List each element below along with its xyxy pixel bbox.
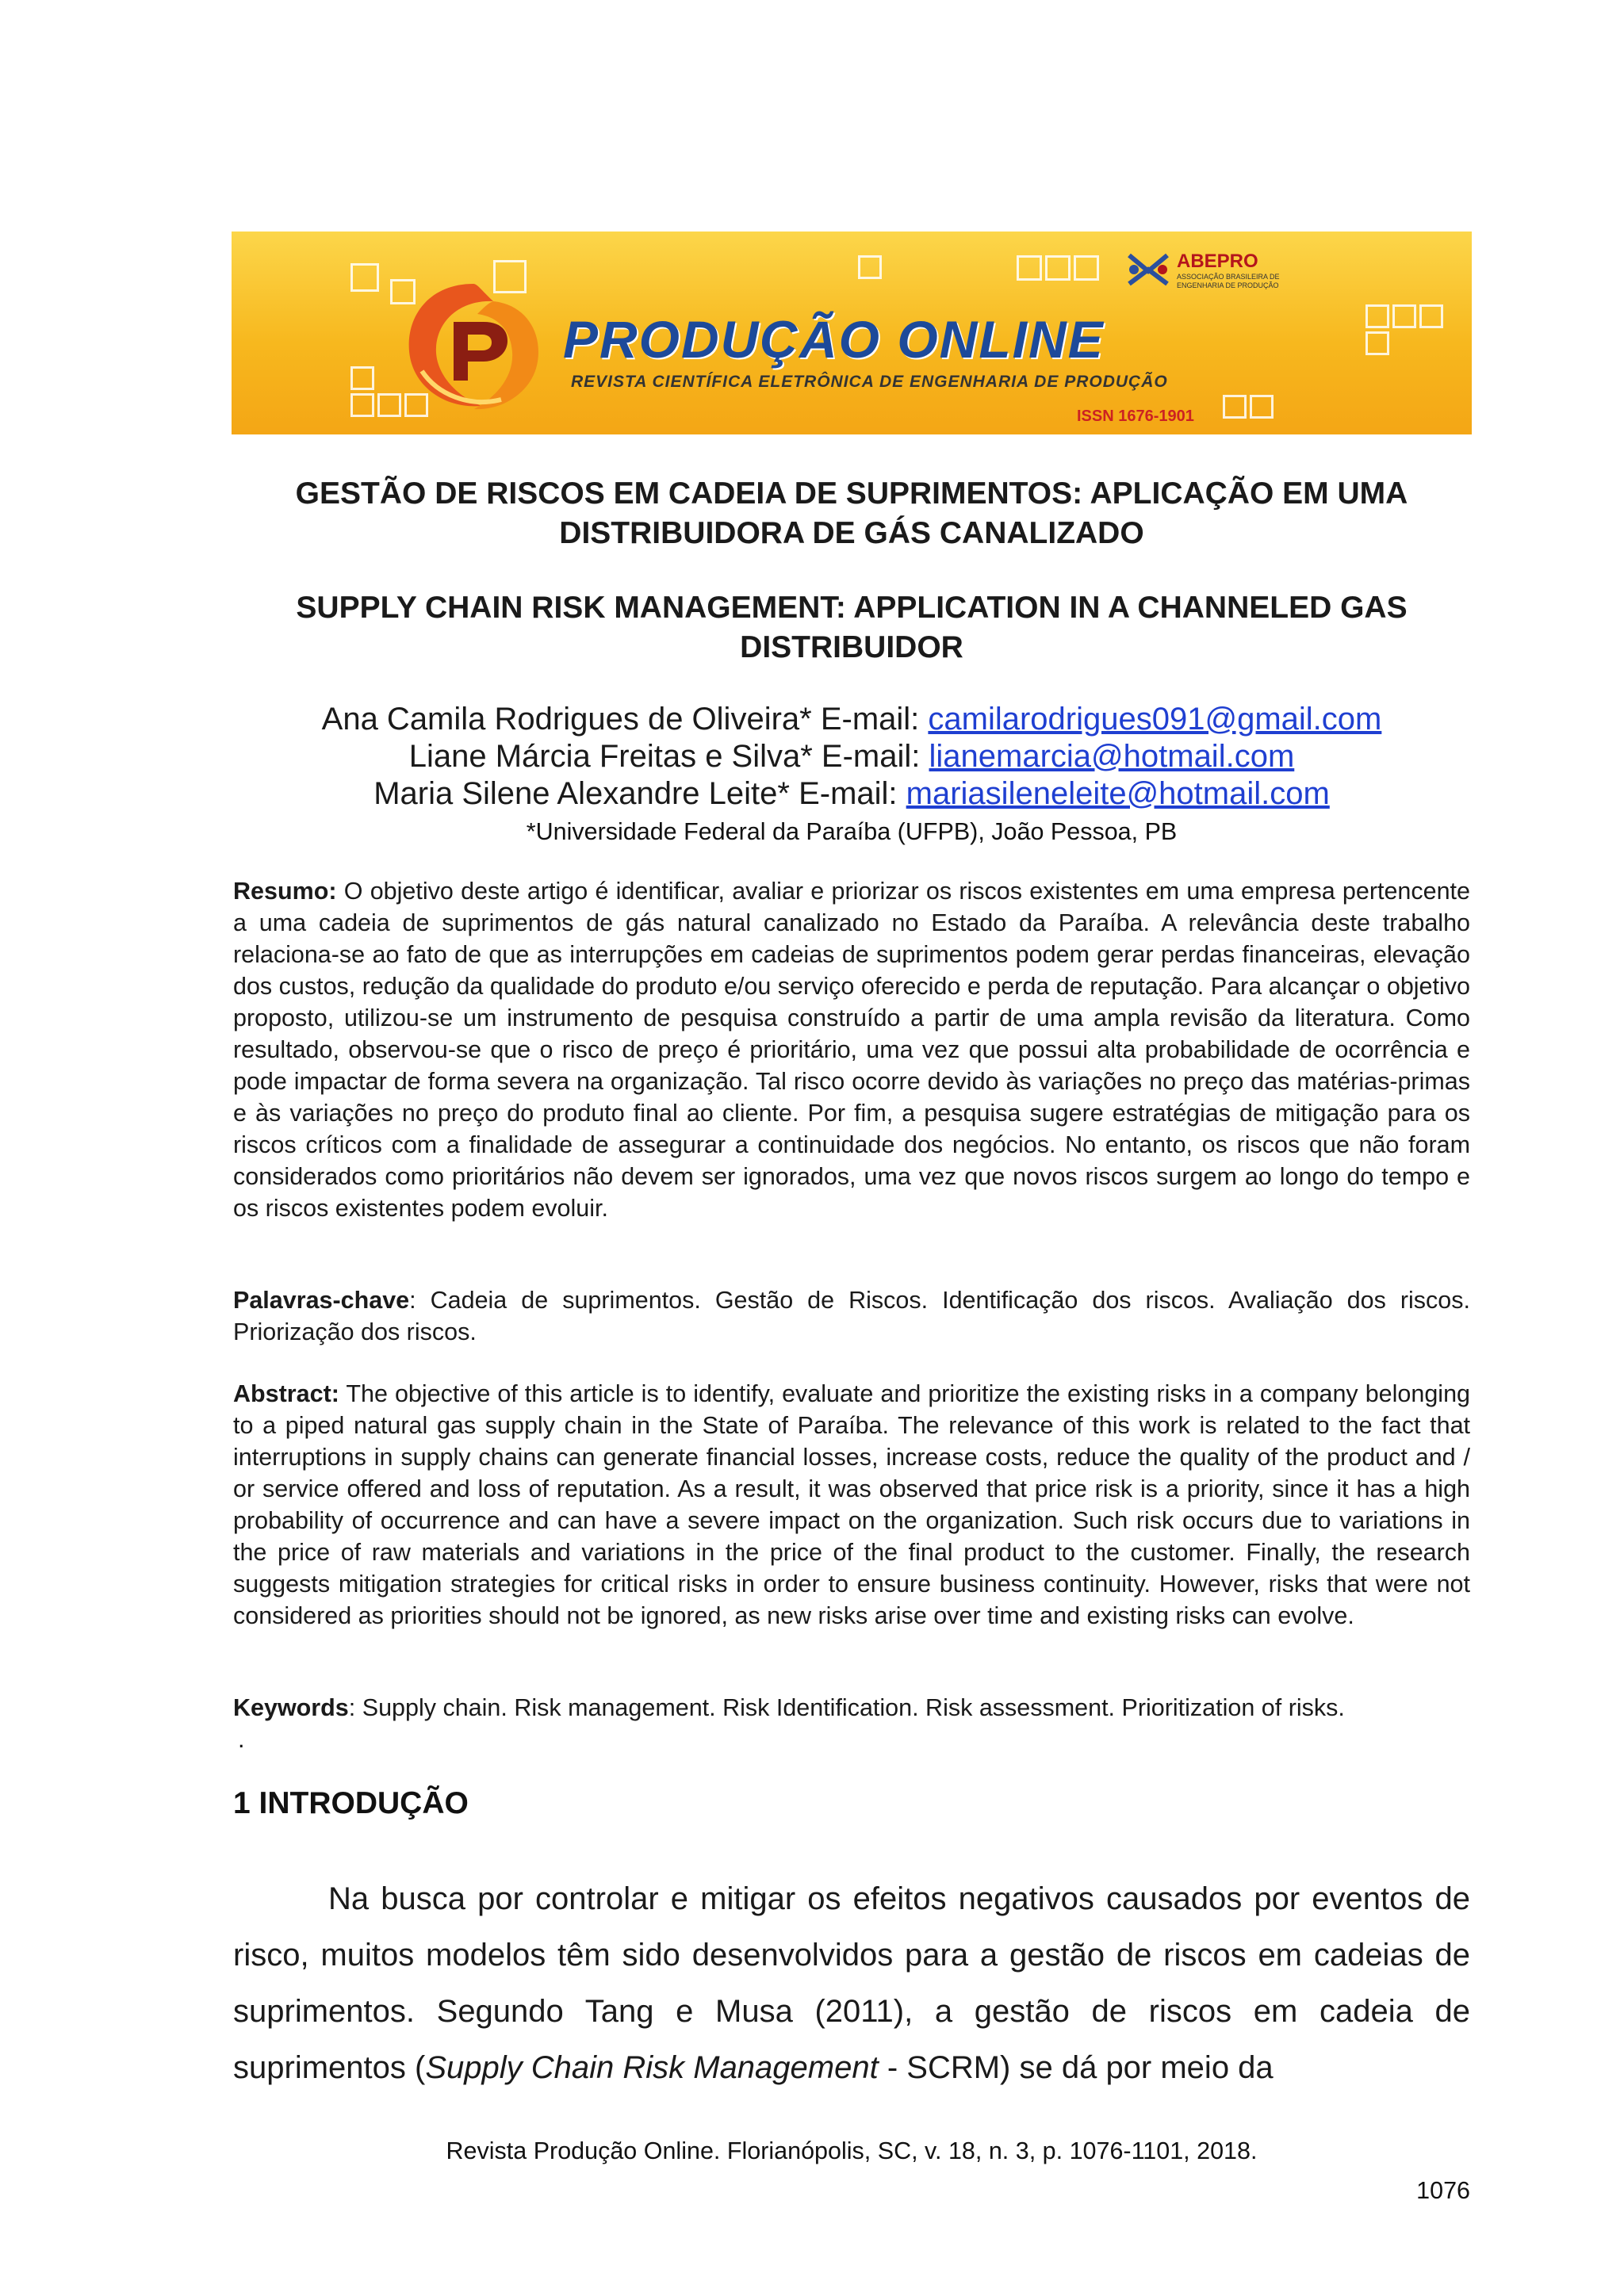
author-1-name: Ana Camila Rodrigues de Oliveira* E-mail: <box>321 702 929 737</box>
banner-decor-square <box>350 393 374 417</box>
abstract-label: Abstract: <box>233 1380 339 1407</box>
title-en-line-2: DISTRIBUIDOR <box>740 630 963 664</box>
title-en-line-1: SUPPLY CHAIN RISK MANAGEMENT: APPLICATION IN A CHANNELED GAS <box>296 591 1408 625</box>
banner-issn: ISSN 1676-1901 <box>1077 408 1194 425</box>
banner-decor-square <box>1250 395 1274 419</box>
title-portuguese <box>232 474 1472 553</box>
resumo-text: O objetivo deste artigo é identificar, avaliar e priorizar os riscos existentes em uma empresa pertencente a uma cadeia de suprimentos de gás natural canalizado no Estado da Paraíba. A relevância deste trabalho relaciona-se ao fato de que as interrupções em cadeias de suprimentos podem gerar perdas financeiras, elevação dos custos, redução da qualidade do produto e/ou serviço oferecido e perda de reputação. Para alcançar o objetivo proposto, utilizou-se um instrumento de pesquisa construído a partir de uma ampla revisão da literatura. Como resultado, observou-se que o risco de preço é prioritário, uma vez que possui alta probabilidade de ocorrência e pode impactar de forma severa na organização. Tal risco ocorre devido às variações no preço das matérias-primas e às variações no preço do produto final ao cliente. Por fim, a pesquisa sugere estratégias de mitigação para os riscos críticos com a finalidade de assegurar a continuidade dos negócios. No entanto, os riscos que não foram considerados como prioritários não devem ser ignorados, uma vez que novos riscos surgem ao longo do tempo e os riscos existentes podem evoluir. <box>233 878 1470 1222</box>
abepro-name: ABEPRO <box>1177 251 1258 272</box>
author-1 <box>232 701 1472 738</box>
banner-decor-square <box>1045 255 1071 281</box>
section-heading: 1 INTRODUÇÃO <box>233 1786 469 1820</box>
author-2 <box>232 738 1472 775</box>
intro-italic: Supply Chain Risk Management <box>425 2050 879 2085</box>
footer-citation: Revista Produção Online. Florianópolis, SC, v. 18, n. 3, p. 1076-1101, 2018. <box>446 2137 1258 2164</box>
keywords-text: : Supply chain. Risk management. Risk Identification. Risk assessment. Prioritization of risks. <box>348 1694 1345 1721</box>
author-2-name: Liane Márcia Freitas e Silva* E-mail: <box>408 739 929 774</box>
banner-decor-square <box>350 263 379 292</box>
author-3-name: Maria Silene Alexandre Leite* E-mail: <box>373 776 906 811</box>
banner-decor-square <box>1223 395 1247 419</box>
journal-banner <box>232 232 1472 434</box>
title-english <box>232 588 1472 668</box>
author-3 <box>232 775 1472 813</box>
abstract-paragraph <box>233 1378 1470 1632</box>
palavras-chave-paragraph <box>233 1284 1470 1348</box>
banner-title: PRODUÇÃO ONLINE <box>563 310 1105 369</box>
banner-decor-square <box>1365 331 1389 355</box>
resumo-paragraph <box>233 875 1470 1224</box>
palavras-chave-text: : Cadeia de suprimentos. Gestão de Riscos. Identificação dos riscos. Avaliação dos riscos. Priorização dos riscos. <box>233 1287 1470 1345</box>
banner-decor-square <box>1365 304 1389 328</box>
page-number: 1076 <box>1416 2177 1470 2204</box>
title-pt-line-2: DISTRIBUIDORA DE GÁS CANALIZADO <box>559 516 1144 550</box>
intro-paragraph <box>233 1871 1470 2096</box>
title-pt-line-1: GESTÃO DE RISCOS EM CADEIA DE SUPRIMENTOS: APLICAÇÃO EM UMA <box>295 476 1408 511</box>
author-3-email-link[interactable]: mariasileneleite@hotmail.com <box>906 776 1330 811</box>
keywords-label: Keywords <box>233 1694 349 1721</box>
banner-decor-square <box>350 366 374 390</box>
abstract-text: The objective of this article is to identify, evaluate and prioritize the existing risks in a company belonging to a piped natural gas supply chain in the State of Paraíba. The relevance of this work is related to the fact that interruptions in supply chains can generate financial losses, increase costs, reduce the quality of the product and / or service offered and loss of reputation. As a result, it was observed that price risk is a priority, since it has a high probability of occurrence and can have a severe impact on the organization. Such risk occurs due to variations in the price of raw materials and variations in the price of the final product to the customer. Finally, the research suggests mitigation strategies for critical risks in order to ensure business continuity. However, risks that were not considered as priorities should not be ignored, as new risks arise over time and existing risks can evolve. <box>233 1380 1470 1629</box>
abepro-subtitle: ASSOCIAÇÃO BRASILEIRA DE ENGENHARIA DE PRODUÇÃO <box>1177 273 1280 289</box>
abepro-logo-icon <box>1124 249 1172 290</box>
banner-decor-square <box>1017 255 1042 281</box>
author-1-email-link[interactable]: camilarodrigues091@gmail.com <box>928 702 1382 737</box>
author-2-email-link[interactable]: lianemarcia@hotmail.com <box>929 739 1295 774</box>
intro-text-1: Na busca por controlar e mitigar os efeitos negativos causados por eventos de risco, muitos modelos têm sido desenvolvidos para a gestão de riscos em cadeias de suprimentos. Segundo Tang e Musa (2011), a gestão de riscos em cadeia de suprimentos ( <box>233 1881 1470 2085</box>
resumo-label: Resumo: <box>233 878 337 905</box>
palavras-chave-label: Palavras-chave <box>233 1287 410 1314</box>
affiliation: *Universidade Federal da Paraíba (UFPB), João Pessoa, PB <box>526 818 1178 845</box>
keywords-trailing-dot: . <box>238 1726 245 1753</box>
producao-logo-icon <box>398 276 549 419</box>
keywords-paragraph <box>233 1692 1470 1724</box>
banner-decor-square <box>1392 304 1416 328</box>
intro-text-2: - SCRM) se dá por meio da <box>878 2050 1274 2085</box>
banner-subtitle: REVISTA CIENTÍFICA ELETRÔNICA DE ENGENHARIA DE PRODUÇÃO <box>571 373 1168 391</box>
banner-decor-square <box>858 255 882 279</box>
banner-decor-square <box>1419 304 1443 328</box>
banner-decor-square <box>1074 255 1099 281</box>
